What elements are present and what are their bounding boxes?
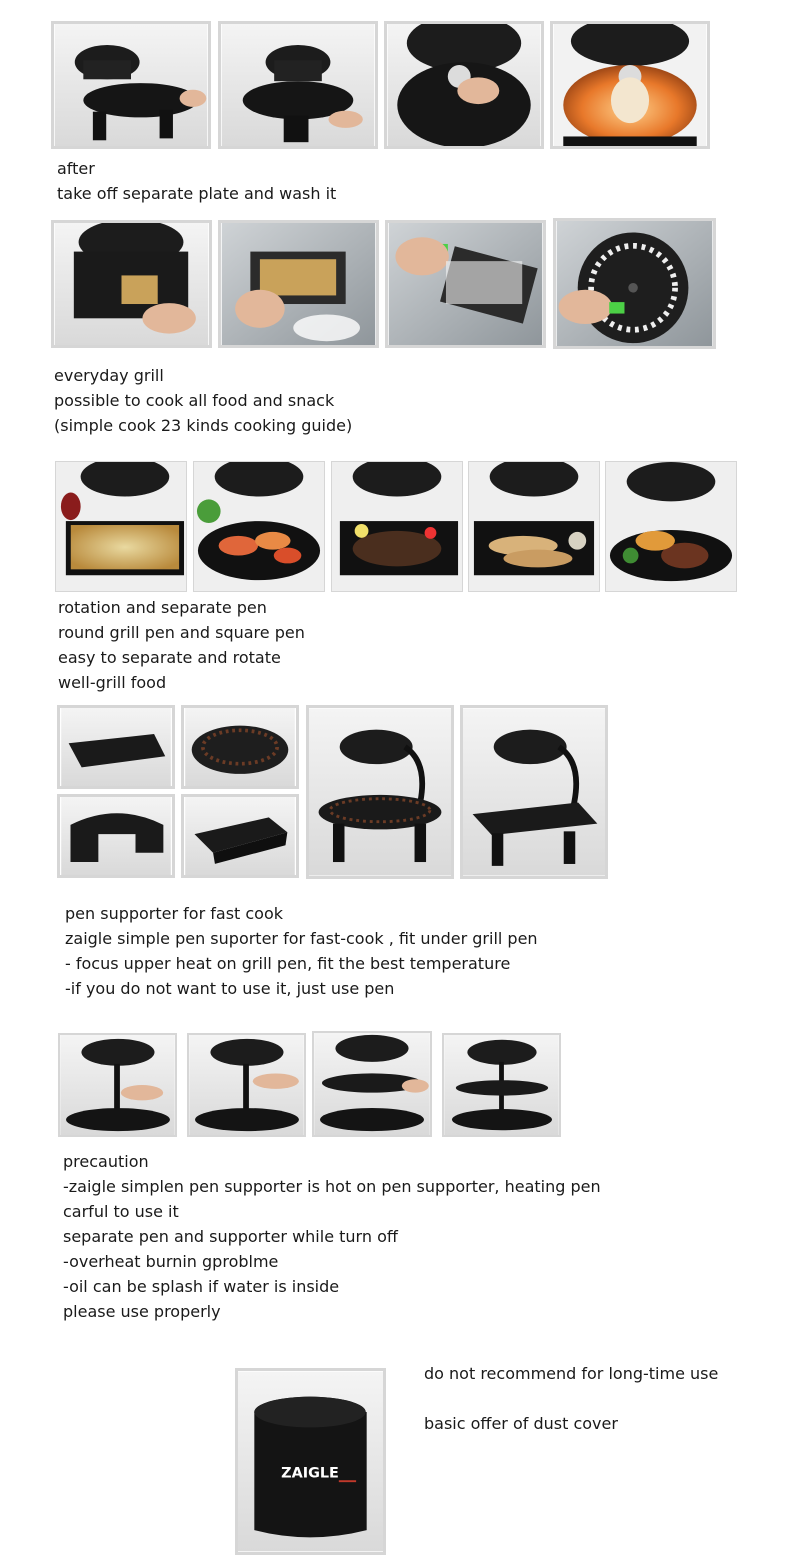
photo-food-gratin <box>55 461 187 592</box>
photo-food-fish <box>468 461 600 592</box>
section-5-line-7: please use properly <box>63 1302 221 1321</box>
final-line-2: basic offer of dust cover <box>424 1414 618 1433</box>
section-3-line-1: rotation and separate pen <box>58 598 267 617</box>
section-1-line-1: after <box>57 159 95 178</box>
photo-food-shrimp <box>193 461 325 592</box>
photo-assembled-supporter <box>442 1033 561 1137</box>
section-1-line-2: take off separate plate and wash it <box>57 184 337 203</box>
photo-round-pen <box>181 705 299 789</box>
section-4-line-4: -if you do not want to use it, just use pen <box>65 979 395 998</box>
section-3-line-3: easy to separate and rotate <box>58 648 281 667</box>
section-5-line-2: -zaigle simplen pen supporter is hot on pen supporter, heating pen <box>63 1177 601 1196</box>
cover-brand-logo: ZAIGLE <box>281 1465 339 1482</box>
section-3-line-4: well-grill food <box>58 673 167 692</box>
photo-square-pen <box>57 705 175 789</box>
section-2-line-2: possible to cook all food and snack <box>54 391 335 410</box>
section-2-line-3: (simple cook 23 kinds cooking guide) <box>54 416 353 435</box>
photo-insert-supporter-2 <box>187 1033 306 1137</box>
photo-drip-tray-part <box>181 794 299 878</box>
section-4-line-1: pen supporter for fast cook <box>65 904 284 923</box>
section-5-line-1: precaution <box>63 1152 149 1171</box>
photo-grill-with-square-pen <box>460 705 608 879</box>
photo-scrub-grill-plate <box>553 218 716 349</box>
section-4-line-3: - focus upper heat on grill pen, fit the best temperature <box>65 954 511 973</box>
photo-grill-knob-turn <box>384 21 544 149</box>
photo-wash-tray-sink <box>218 220 379 348</box>
section-2-line-1: everyday grill <box>54 366 164 385</box>
section-5-line-6: -oil can be splash if water is inside <box>63 1277 340 1296</box>
photo-scrub-tray-sponge <box>385 220 546 348</box>
section-5-line-3: carful to use it <box>63 1202 179 1221</box>
section-5-line-4: separate pen and supporter while turn off <box>63 1227 398 1246</box>
photo-dust-cover <box>235 1368 386 1555</box>
photo-grill-heat-glow <box>550 21 710 149</box>
photo-remove-drip-tray <box>51 220 212 348</box>
final-line-1: do not recommend for long-time use <box>424 1364 719 1383</box>
section-5-line-5: -overheat burnin gproblme <box>63 1252 279 1271</box>
photo-place-pen-on-supporter <box>312 1031 432 1137</box>
photo-food-steak <box>605 461 737 592</box>
section-3-line-2: round grill pen and square pen <box>58 623 305 642</box>
photo-base-part <box>57 794 175 878</box>
section-4-line-2: zaigle simple pen suporter for fast-cook , fit under grill pen <box>65 929 538 948</box>
photo-insert-supporter-1 <box>58 1033 177 1137</box>
photo-grill-plate-removal-1 <box>51 21 211 149</box>
photo-food-beef <box>331 461 463 592</box>
photo-grill-plate-removal-2 <box>218 21 378 149</box>
photo-grill-with-round-pen <box>306 705 454 879</box>
